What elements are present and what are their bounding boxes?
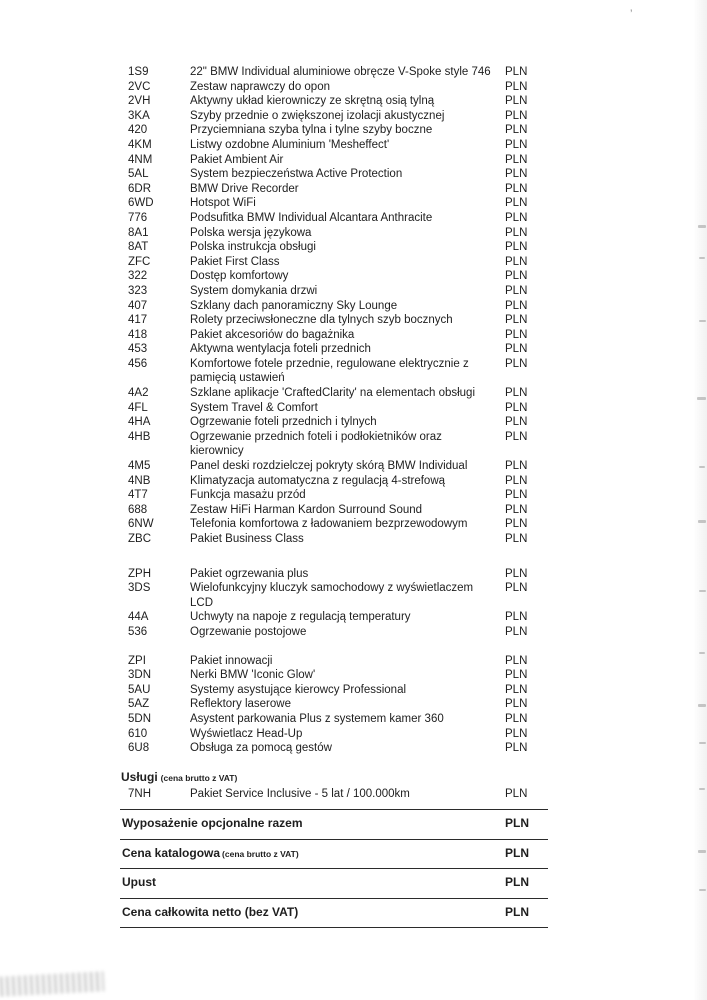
scan-artifact <box>699 889 706 891</box>
group-spacer <box>120 547 548 567</box>
summary-label: Upust <box>122 875 156 890</box>
option-row <box>120 240 548 255</box>
option-price-currency: PLN <box>505 430 528 443</box>
option-row <box>120 284 548 299</box>
option-row <box>120 503 548 518</box>
option-code: 6DR <box>128 182 152 195</box>
summary-label: Cena całkowita netto (bez VAT) <box>122 904 299 919</box>
option-description: Podsufitka BMW Individual Alcantara Anthracite <box>190 211 433 224</box>
option-code: 4NM <box>128 153 153 166</box>
option-description: Telefonia komfortowa z ładowaniem bezprzewodowym <box>190 518 468 531</box>
option-price-currency: PLN <box>505 742 528 755</box>
scan-artifact <box>698 850 706 853</box>
option-code: 44A <box>128 611 149 624</box>
option-code: ZPI <box>128 654 146 667</box>
scan-artifact <box>699 742 706 744</box>
option-code: ZPH <box>128 567 151 580</box>
option-description: Obsługa za pomocą gestów <box>190 742 332 755</box>
option-row <box>120 255 548 270</box>
option-row <box>120 313 548 328</box>
option-code: 418 <box>128 328 148 341</box>
option-price-currency: PLN <box>505 788 528 801</box>
option-description: Funkcja masażu przód <box>190 489 306 502</box>
scan-artifact <box>698 225 706 228</box>
option-code: 2VC <box>128 80 151 93</box>
option-code: 6WD <box>128 197 154 210</box>
option-description: Szklany dach panoramiczny Sky Lounge <box>190 299 398 312</box>
option-row <box>120 401 548 416</box>
option-price-currency: PLN <box>505 124 528 137</box>
option-price-currency: PLN <box>505 669 528 682</box>
option-price-currency: PLN <box>505 197 528 210</box>
option-price-currency: PLN <box>505 533 528 545</box>
option-description: Klimatyzacja automatyczna z regulacją 4-strefową <box>190 474 446 487</box>
option-row <box>120 654 548 669</box>
option-description: Zestaw HiFi Harman Kardon Surround Sound <box>190 503 423 516</box>
option-price-currency: PLN <box>505 416 528 429</box>
option-code: 6U8 <box>128 742 150 755</box>
option-row <box>120 196 548 211</box>
option-code: 3DS <box>128 582 151 595</box>
option-row <box>120 342 548 357</box>
scan-artifact <box>699 652 705 654</box>
option-price-currency: PLN <box>505 654 528 667</box>
option-description: Asystent parkowania Plus z systemem kamer 360 <box>190 712 444 725</box>
services-header <box>120 770 548 786</box>
option-description: Szklane aplikacje 'CraftedClarity' na elementach obsługi <box>190 387 476 400</box>
option-price-currency: PLN <box>505 211 528 224</box>
option-row <box>120 517 548 532</box>
option-row <box>120 567 548 582</box>
option-price-currency: PLN <box>505 314 528 327</box>
option-row <box>120 153 548 168</box>
option-price-currency: PLN <box>505 255 528 268</box>
group-spacer <box>120 640 548 654</box>
scan-artifact <box>699 257 705 259</box>
option-row <box>120 94 548 109</box>
option-description: Wyświetlacz Head-Up <box>190 727 303 740</box>
option-description: Zestaw naprawczy do opon <box>190 80 330 93</box>
summary-label: Wyposażenie opcjonalne razem <box>122 815 303 830</box>
option-row <box>120 386 548 401</box>
option-price-currency: PLN <box>505 727 528 740</box>
option-description: System domykania drzwi <box>190 284 318 297</box>
option-price-currency: PLN <box>505 698 528 711</box>
option-row <box>120 532 548 547</box>
option-code: 420 <box>128 124 148 137</box>
option-code: 4FL <box>128 401 148 414</box>
option-code: 610 <box>128 727 148 740</box>
option-description: System Travel & Comfort <box>190 401 318 414</box>
option-price-currency: PLN <box>505 567 528 580</box>
option-description: Pakiet Business Class <box>190 533 304 545</box>
summary-price-currency: PLN <box>505 875 529 890</box>
scan-artifact <box>698 704 706 707</box>
option-row <box>120 299 548 314</box>
option-description: Dostęp komfortowy <box>190 270 289 283</box>
price-list <box>120 65 548 928</box>
option-description: Pakiet ogrzewania plus <box>190 567 309 580</box>
option-row <box>120 182 548 197</box>
summary-price-currency: PLN <box>505 845 529 860</box>
summary-row <box>120 898 548 928</box>
option-description: Pakiet Service Inclusive - 5 lat / 100.000km <box>190 788 410 801</box>
option-price-currency: PLN <box>505 153 528 166</box>
scan-artifact <box>699 466 705 468</box>
option-code: 688 <box>128 503 148 516</box>
summary-row <box>120 809 548 839</box>
option-price-currency: PLN <box>505 582 528 595</box>
option-row <box>120 459 548 474</box>
option-price-currency: PLN <box>505 241 528 254</box>
option-description: Wielofunkcyjny kluczyk samochodowy z wyświetlaczem LCD <box>190 582 474 609</box>
option-price-currency: PLN <box>505 625 528 638</box>
scan-artifact <box>698 520 706 523</box>
option-price-currency: PLN <box>505 611 528 624</box>
option-description: Pakiet First Class <box>190 255 280 268</box>
option-code: 323 <box>128 284 148 297</box>
option-price-currency: PLN <box>505 226 528 239</box>
option-description: Systemy asystujące kierowcy Professional <box>190 683 407 696</box>
option-row <box>120 269 548 284</box>
option-price-currency: PLN <box>505 95 528 108</box>
option-code: 6NW <box>128 518 154 531</box>
scan-speck: ’ <box>630 8 633 20</box>
option-code: 4HA <box>128 416 151 429</box>
option-description: Nerki BMW 'Iconic Glow' <box>190 669 316 682</box>
option-code: 5AZ <box>128 698 150 711</box>
services-title-note: (cena brutto z VAT) <box>160 772 238 783</box>
option-row <box>120 668 548 683</box>
option-price-currency: PLN <box>505 387 528 400</box>
scan-artifact <box>699 788 705 790</box>
option-code: 4T7 <box>128 489 148 502</box>
option-description: Rolety przeciwsłoneczne dla tylnych szyb bocznych <box>190 314 453 327</box>
summary-row <box>120 839 548 869</box>
option-row <box>120 138 548 153</box>
option-row <box>120 167 548 182</box>
option-code: 4M5 <box>128 460 151 473</box>
scan-artifact <box>697 397 706 400</box>
option-code: 456 <box>128 357 148 370</box>
option-code: 5DN <box>128 712 152 725</box>
option-code: 5AU <box>128 683 151 696</box>
option-price-currency: PLN <box>505 460 528 473</box>
scan-artifact <box>699 320 706 322</box>
option-description: Listwy ozdobne Aluminium 'Mesheffect' <box>190 138 390 151</box>
option-price-currency: PLN <box>505 503 528 516</box>
option-price-currency: PLN <box>505 270 528 283</box>
option-description: Ogrzewanie przednich foteli i podłokietników oraz kierownicy <box>190 430 442 458</box>
option-row <box>120 109 548 124</box>
option-row <box>120 697 548 712</box>
option-description: Aktywny układ kierowniczy ze skrętną osią tylną <box>190 95 435 108</box>
option-code: 8AT <box>128 241 149 254</box>
options-table <box>120 65 548 756</box>
option-row <box>120 123 548 138</box>
option-description: Pakiet Ambient Air <box>190 153 284 166</box>
option-description: Pakiet innowacji <box>190 654 273 667</box>
option-description: Ogrzewanie foteli przednich i tylnych <box>190 416 377 429</box>
option-price-currency: PLN <box>505 299 528 312</box>
option-description: Polska wersja językowa <box>190 226 312 239</box>
option-code: ZBC <box>128 533 151 545</box>
option-code: 4NB <box>128 474 151 487</box>
option-code: 453 <box>128 343 148 356</box>
option-row <box>120 226 548 241</box>
option-code: ZFC <box>128 255 151 268</box>
option-code: 4HB <box>128 430 151 443</box>
option-row <box>120 80 548 95</box>
option-description: Pakiet akcesoriów do bagażnika <box>190 328 355 341</box>
option-price-currency: PLN <box>505 401 528 414</box>
summary-label: Cena katalogowa <box>122 845 221 860</box>
option-price-currency: PLN <box>505 284 528 297</box>
option-code: 3DN <box>128 669 152 682</box>
option-description: Aktywna wentylacja foteli przednich <box>190 343 371 356</box>
option-price-currency: PLN <box>505 182 528 195</box>
option-description: Polska instrukcja obsługi <box>190 241 316 254</box>
option-row <box>120 357 548 386</box>
option-description: BMW Drive Recorder <box>190 182 299 195</box>
option-row <box>120 328 548 343</box>
option-code: 8A1 <box>128 226 149 239</box>
services-table <box>120 787 548 802</box>
option-code: 776 <box>128 211 148 224</box>
option-row <box>120 610 548 625</box>
option-price-currency: PLN <box>505 66 528 78</box>
option-row <box>120 625 548 640</box>
option-row <box>120 65 548 80</box>
option-price-currency: PLN <box>505 343 528 356</box>
option-row <box>120 415 548 430</box>
option-description: Ogrzewanie postojowe <box>190 625 307 638</box>
option-code: 417 <box>128 314 148 327</box>
option-description: Uchwyty na napoje z regulacją temperatury <box>190 611 411 624</box>
option-row <box>120 474 548 489</box>
summary-label-note: (cena brutto z VAT) <box>222 848 299 859</box>
option-code: 1S9 <box>128 66 149 78</box>
services-section <box>120 770 548 802</box>
option-description: System bezpieczeństwa Active Protection <box>190 168 403 181</box>
option-row <box>120 741 548 756</box>
option-row <box>120 727 548 742</box>
option-price-currency: PLN <box>505 109 528 122</box>
option-code: 3KA <box>128 109 150 122</box>
option-price-currency: PLN <box>505 328 528 341</box>
services-title: Usługi <box>121 769 158 784</box>
option-row <box>120 430 548 459</box>
option-description: Komfortowe fotele przednie, regulowane elektrycznie z pamięcią ustawień <box>190 357 469 385</box>
summary-row <box>120 868 548 898</box>
option-code: 5AL <box>128 168 149 181</box>
option-row <box>120 211 548 226</box>
option-row <box>120 581 548 610</box>
option-description: Przyciemniana szyba tylna i tylne szyby boczne <box>190 124 433 137</box>
scan-artifact <box>699 590 706 592</box>
option-description: Reflektory laserowe <box>190 698 291 711</box>
option-code: 4KM <box>128 138 152 151</box>
option-description: Hotspot WiFi <box>190 197 256 210</box>
option-code: 2VH <box>128 95 151 108</box>
option-price-currency: PLN <box>505 489 528 502</box>
option-price-currency: PLN <box>505 712 528 725</box>
option-row <box>120 683 548 698</box>
option-code: 7NH <box>128 788 152 801</box>
option-row <box>120 787 548 802</box>
option-description: Panel deski rozdzielczej pokryty skórą BMW Individual <box>190 460 468 473</box>
option-row <box>120 712 548 727</box>
option-code: 407 <box>128 299 148 312</box>
option-price-currency: PLN <box>505 138 528 151</box>
summary-price-currency: PLN <box>505 815 529 830</box>
option-price-currency: PLN <box>505 80 528 93</box>
option-price-currency: PLN <box>505 683 528 696</box>
scan-smudge <box>0 971 104 996</box>
option-code: 322 <box>128 270 148 283</box>
option-description: Szyby przednie o zwiększonej izolacji akustycznej <box>190 109 445 122</box>
option-description: 22" BMW Individual aluminiowe obręcze V-Spoke style 746 <box>190 66 491 78</box>
option-price-currency: PLN <box>505 168 528 181</box>
option-code: 536 <box>128 625 148 638</box>
summary-section <box>120 809 548 928</box>
option-row <box>120 488 548 503</box>
option-price-currency: PLN <box>505 357 528 370</box>
option-code: 4A2 <box>128 387 149 400</box>
summary-price-currency: PLN <box>505 904 529 919</box>
option-price-currency: PLN <box>505 518 528 531</box>
option-price-currency: PLN <box>505 474 528 487</box>
